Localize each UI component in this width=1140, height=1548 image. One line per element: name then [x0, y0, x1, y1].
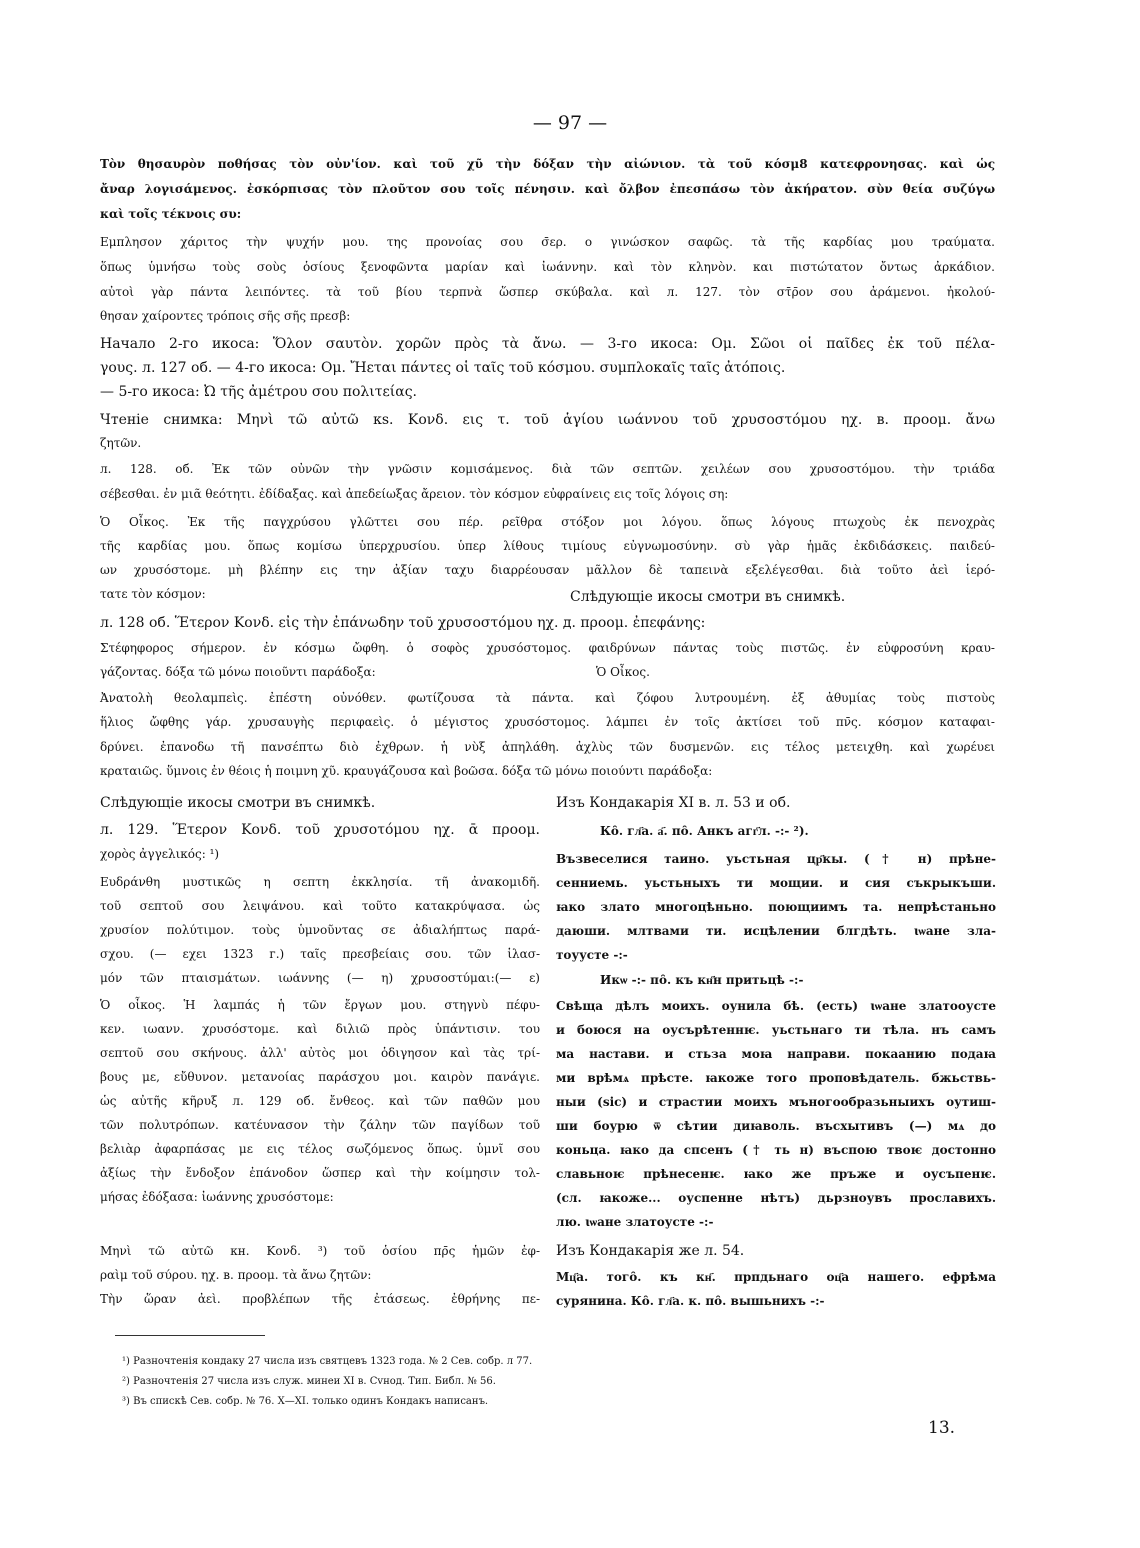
text-line: Ευδράνθη μυστικῶς η σεπτη ἐκκλησία. τῆ ἀνακομιδῆ.: [100, 875, 540, 889]
text-line: ἀξίως τὴν ἔνδοξον ἐπάνοδον ὥσπερ καὶ τὴν κοίμησιν τολ-: [100, 1166, 540, 1180]
text-line: лю. ꙇѡане златоусте -:-: [556, 1215, 714, 1229]
text-line: Στέφηφορος σήμερον. ἐν κόσμω ὤφθη. ὁ σοφὸς χρυσόστομος. φαιδρύνων πάντας τοὺς πιστῶς. ἐν εὐφροσύνη κραυ-: [100, 641, 995, 655]
text-line: αὐτοὶ γὰρ πάντα λειπόντες. τὰ τοῦ βίου τερπνὰ ὥσπερ σκύβαλα. καὶ л. 127. τὸν στ̄ρ̄ον σου ἀράμενοι. ἠκολού-: [100, 285, 995, 299]
text-line: славьноѥ прѣнесенѥ. ꙗко же пръже и оусъпенѥ.: [556, 1167, 996, 1181]
text-line: — 5-го икоса: Ὠ τῆς ἀμέτρου σου πολιτείας.: [100, 384, 417, 400]
text-line: Мц҃а. того̑. къ кн҃. прпдьнаго оц҃а нашего. ефрѣма: [556, 1270, 996, 1284]
text-line: κραταιῶς. ὕμνοις ἐν θέοις ἡ ποιμνη χῦ. κραυγάζουσα καὶ βοῶσα. δόξα τῶ μόνω ποιούντι παράδοξα:: [100, 764, 713, 778]
text-line: σεπτοῦ σου σκήνους. ἀλλ' αὐτὸς μοι ὁδιγησον καὶ τὰς τρί-: [100, 1046, 540, 1060]
text-line: σέβεσθαι. ἐν μιᾶ θεότητι. ἐδίδαξας. καὶ ἀπεδείωξας ἄρειον. τὸν κόσμον εὐφραίνεις εις τοῖς λόγοις ση:: [100, 487, 729, 501]
text-line: ἥλιος ὤφθης γάρ. χρυσαυγὴς περιφαεὶς. ὁ μέγιστος χρυσόστομος. λάμπει ἐν τοῖς ἀκτίσει τοῦ πν̄ς. κόσμον καταφαι-: [100, 715, 995, 729]
footnote: ²) Разночтенія 27 числа изъ служ. минеи XI в. Сvнод. Тип. Библ. № 56.: [122, 1376, 496, 1387]
text-line: τῆς καρδίας μου. ὅπως κομίσω ὑπερχρυσίου. ὑπερ λίθους τιμίους εὐγνωμοσύνην. σὺ γὰρ ἡμᾶς ἐκδιδάσκεις. παιδεύ-: [100, 539, 995, 553]
text-line: τῶν πολυτρόπων. κατέυνασον τὴν ζάλην τῶν παγίδων τοῦ: [100, 1118, 540, 1132]
text-line: Τὴν ὥραν ἀεὶ. προβλέπων τῆς ἐτάσεως. ἐθρήνης πε-: [100, 1292, 540, 1306]
right-column-heading-2: Изъ Кондакарія же л. 54.: [556, 1243, 745, 1259]
text-line: ꙗко злато многоцѣньно. поющиимъ та. непрѣстаньно: [556, 900, 996, 914]
text-line: γάζοντας. δόξα τῶ μόνω ποιοῦντι παράδοξα:: [100, 665, 376, 679]
text-line: κεν. ιωανν. χρυσόστομε. καὶ διλιῶ πρὸς ὑπάντισιν. του: [100, 1022, 540, 1036]
text-line: Μηνὶ τῶ αὐτῶ кн. Κονδ. ³) τοῦ ὁσίου πρ̄ς ἡμῶν ἐφ-: [100, 1244, 540, 1258]
text-line: ων χρυσόστομε. μὴ βλέπην εις την ἀξίαν ταχυ διαρρέουσαν μᾶλλον δὲ ταπεινὰ εξελέγεσθαι. διὰ τοῦτο ἀεὶ ἱερό-: [100, 563, 995, 577]
text-line: коньца. ꙗко да спсенъ († ть н) въспою твоѥ достонно: [556, 1143, 996, 1157]
text-line: ζητῶν.: [100, 436, 142, 450]
text-line: μόν τῶν πταισμάτων. ιωάννης (— η) χρυσοστύμαι:(— ε): [100, 971, 540, 985]
text-line: ми врѣмѧ прѣсте. ꙗкоже того проповѣдатель. бжьствь-: [556, 1071, 996, 1085]
text-line: Τὸν θησαυρὸν ποθήσας τὸν οὐν'ίον. καὶ τοῦ χῦ τὴν δόξαν τὴν αἰώνιον. τὰ τοῦ κόσμ8 κατεφρονησας. καὶ ὡς: [100, 157, 995, 171]
text-line: ши боурю ѿ сѣтии диꙗволь. въсхытивъ (—) мѧ до: [556, 1119, 996, 1133]
text-line: Свѣща дѣлъ моихъ. оунила бѣ. (есть) ꙇѡане златооусте: [556, 999, 996, 1013]
note-line: Ὁ Οἶκος.: [596, 665, 650, 679]
text-line: δρύνει. ἐπανοδω τῆ πανσέπτω διὸ ἐχθρων. ἡ νὺξ ἀπηλάθη. ἀχλὺς τῶν δυσμενῶν. εις τέλος μετειχθη. καὶ χωρέυει: [100, 740, 995, 754]
text-line: τοῦ σεπτοῦ σου λειψάνου. καὶ τοῦτο κατακρύψασα. ὡς: [100, 899, 540, 913]
text-line: и боюся на оусърѣтеннѥ. уьстьнаго ти тѣла. нъ самъ: [556, 1023, 996, 1037]
note-line: Слѣдующіе икосы смотри въ снимкѣ.: [570, 589, 846, 605]
text-line: θησαν χαίροντες τρόποις σῆς σῆς πρεσβ:: [100, 309, 351, 323]
text-line: ραὶμ τοῦ σύρου. ηχ. в. προομ. τὰ ἄνω ζητῶν:: [100, 1268, 372, 1282]
text-line: χρυσίον πολύτιμον. τοὺς ὑμνοῦντας σε ἀδιαλήπτως παρά-: [100, 923, 540, 937]
text-line: тоуусте -:-: [556, 948, 628, 962]
text-line: Εμπλησον χάριτος τὴν ψυχήν μου. της προνοίας σου σ̄ερ. ο γινώσκον σαφῶς. τὰ τῆς καρδίας μου τραύματα.: [100, 235, 995, 249]
text-line: ὅπως ὑμνήσω τοὺς σοὺς ὁσίους ξενοφῶντα μαρίαν καὶ ἰωάννην. καὶ τὸν κληνὸν. και πιστώτατον ὄντως ἀρκάδιον.: [100, 260, 995, 274]
text-line: ма настави. и стьза моꙗ направи. покаанию подаꙗ: [556, 1047, 996, 1061]
text-line: τατε τὸν κόσμον:: [100, 587, 206, 601]
text-line: χορὸς ἀγγελικός: ¹): [100, 847, 220, 861]
text-line: л. 129. Ἕτερον Κονδ. τοῦ χρυσοτόμου ηχ. ᾱ προομ.: [100, 822, 540, 838]
text-line: даюши. млтвами ти. исцѣлении блгдѣть. ꙇѡане зла-: [556, 924, 996, 938]
text-line: Начало 2-го икоса: Ὅλον σαυτὸν. χορῶν πρὸς τὰ ἄνω. — 3-го икоса: Ομ. Σῶοι οἱ παῖδες ἐκ τοῦ πέλα-: [100, 336, 996, 352]
text-line: σχου. (— εχει 1323 г.) ταῖς πρεσβείαις σου. τῶν ἱλασ-: [100, 947, 540, 961]
text-line: βελιὰρ ἀφαρπάσας με εις τέλος σωζόμενος ὅπως. ὑμνῖ σου: [100, 1142, 540, 1156]
text-line: ἄναρ λογισάμενος. ἐσκόρπισας τὸν πλοῦτον σου τοῖς πένησιν. καὶ ὄλβον ἐπεσπάσω τὸν ἀκήρατον. σὺν θεία συζύγω: [100, 182, 995, 196]
text-line: л. 128 об. Ἕτερον Κονδ. εἰς τὴν ἐπάνωδην τοῦ χρυσοστόμου ηχ. д. προομ. ἐπεφάνης:: [100, 615, 706, 631]
text-line: Ἀνατολὴ θεολαμπεὶς. ἐπέστη οὐνόθεν. φωτίζουσα τὰ πάντα. καὶ ζόφου λυτρουμένη. ἐξ ἀθυμίας τοὺς πιστοὺς: [100, 691, 995, 705]
footnote-divider: [115, 1335, 265, 1336]
text-line: βους με, εὔθυνον. μετανοίας παράσχου μοι. καιρὸν πανάγιε.: [100, 1070, 540, 1084]
footnote: ¹) Разночтенія кондаку 27 числа изъ святцевъ 1323 года. № 2 Сев. собр. л 77.: [122, 1356, 533, 1367]
text-line: ὡς αὐτῆς κῆρυξ л. 129 об. ἔνθεος. καὶ τῶν παθῶν μου: [100, 1094, 540, 1108]
text-line: Ὁ οἶκος. Ἡ λαμπάς ἡ τῶν ἔργων μου. στηγνὺ πέφυ-: [100, 998, 540, 1012]
text-line: Чтеніе снимка: Μηνὶ τῶ αὐτῶ кѕ. Κονδ. εις τ. τοῦ ἁγίου ιωάννου τοῦ χρυσοστόμου ηχ. в. προομ. ἄνω: [100, 412, 995, 428]
text-line: сурянина. Ко̑. гл҃а. к. по̑. вышьнихъ -:-: [556, 1294, 825, 1308]
left-column-heading: Слѣдующіе икосы смотри въ снимкѣ.: [100, 795, 376, 811]
text-line: ныи (sic) и страстии моихъ мъногообразьныихъ оутиш-: [556, 1095, 996, 1109]
footnote: ³) Въ спискѣ Сев. собр. № 76. X—XI. только одинъ Кондакъ написанъ.: [122, 1396, 489, 1407]
text-line: Възвеселися таино. уьстьная цр҃кы. († н) прѣне-: [556, 852, 996, 866]
text-line: (сл. ꙗкоже... оуспенне нѣтъ) дьрзноувъ прославихъ.: [556, 1191, 996, 1205]
right-column-heading: Изъ Кондакарія XI в. л. 53 и об.: [556, 795, 791, 811]
text-line: л. 128. об. Ἐκ τῶν οὐνῶν τὴν γνῶσιν κομισάμενος. διὰ τῶν σεπτῶν. χειλέων σου χρυσοστόμου. τὴν τριάδα: [100, 462, 995, 476]
tone-line: Ко̑. гл҃а. а҃. по̑. Анкъ агг҃л. -:- ²).: [600, 824, 809, 838]
text-line: καὶ τοῖς τέκνοις συ:: [100, 207, 242, 221]
text-line: γους. л. 127 об. — 4-го икоса: Ομ. Ἤεται πάντες οἱ ταῖς τοῦ κόσμου. συμπλοκαῖς ταῖς ἀτόποις.: [100, 360, 786, 376]
page-number: — 97 —: [532, 112, 608, 134]
ikos-heading: Икѡ -:- по̑. къ кн҃н притьцѣ -:-: [600, 973, 804, 987]
text-line: сенниемь. уьстьныхъ ти мощии. и сия съкрыкъши.: [556, 876, 996, 890]
sheet-number: 13.: [928, 1418, 956, 1438]
text-line: Ὁ Οἶκος. Ἐκ τῆς παγχρύσου γλῶττει σου πέρ. ρεῖθρα στόξον μοι λόγου. ὅπως λόγους πτωχοὺς ἐκ πενοχρὰς: [100, 515, 995, 529]
text-line: μήσας ἐδόξασα: ἰωάννης χρυσόστομε:: [100, 1190, 334, 1204]
